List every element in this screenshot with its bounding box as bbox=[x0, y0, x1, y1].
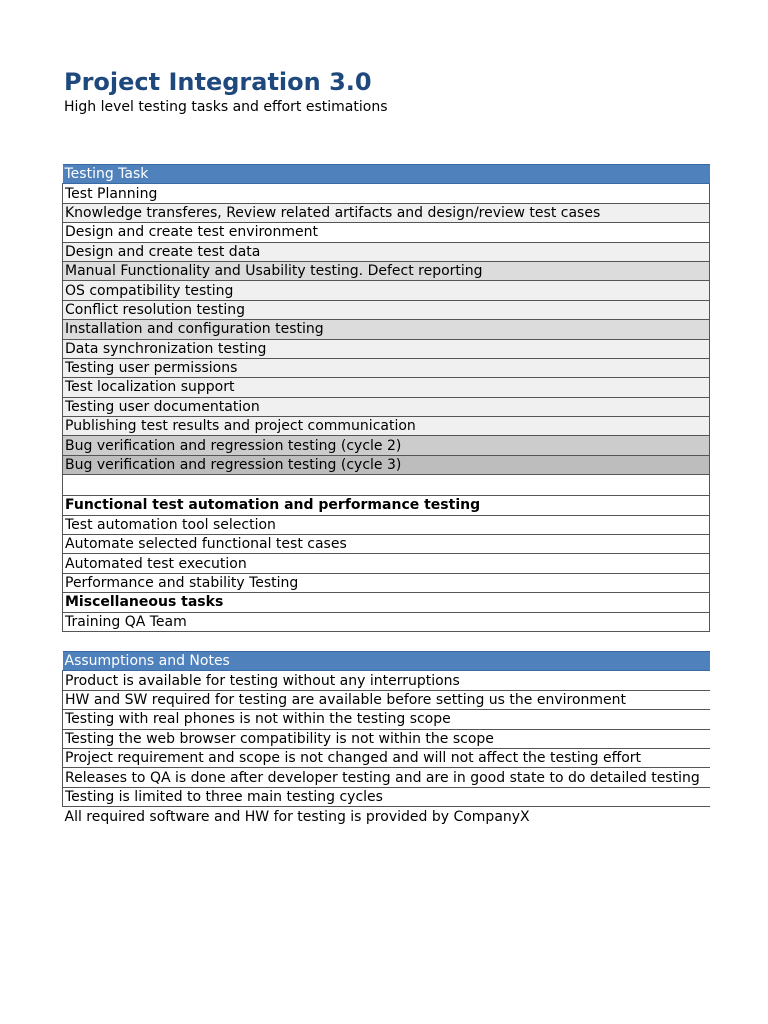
task-cell: Automate selected functional test cases bbox=[63, 535, 710, 554]
task-cell: Publishing test results and project communication bbox=[63, 417, 710, 436]
task-cell: Testing user documentation bbox=[63, 397, 710, 416]
note-cell: Project requirement and scope is not changed and will not affect the testing effort bbox=[63, 748, 711, 767]
blank-row bbox=[63, 475, 710, 496]
note-cell: Product is available for testing without any interruptions bbox=[63, 671, 711, 690]
page-subtitle: High level testing tasks and effort estimations bbox=[64, 99, 388, 115]
task-cell: OS compatibility testing bbox=[63, 281, 710, 300]
task-cell: Design and create test environment bbox=[63, 223, 710, 242]
automation-section-header: Functional test automation and performance testing bbox=[63, 496, 710, 515]
note-cell: All required software and HW for testing is provided by CompanyX bbox=[64, 808, 530, 825]
task-cell: Bug verification and regression testing (cycle 3) bbox=[63, 455, 710, 474]
task-cell: Testing user permissions bbox=[63, 358, 710, 377]
task-cell: Installation and configuration testing bbox=[63, 320, 710, 339]
task-cell: Bug verification and regression testing (cycle 2) bbox=[63, 436, 710, 455]
note-cell: HW and SW required for testing are available before setting us the environment bbox=[63, 690, 711, 709]
note-cell: Testing is limited to three main testing cycles bbox=[63, 787, 711, 806]
note-cell: Testing the web browser compatibility is not within the scope bbox=[63, 729, 711, 748]
task-cell: Conflict resolution testing bbox=[63, 300, 710, 319]
task-cell: Test localization support bbox=[63, 378, 710, 397]
note-cell: Releases to QA is done after developer testing and are in good state to do detailed testing bbox=[63, 768, 711, 787]
testing-task-header: Testing Task bbox=[63, 165, 710, 184]
task-cell: Design and create test data bbox=[63, 242, 710, 261]
misc-section-header: Miscellaneous tasks bbox=[63, 593, 710, 612]
task-cell: Data synchronization testing bbox=[63, 339, 710, 358]
note-cell: Testing with real phones is not within the testing scope bbox=[63, 710, 711, 729]
assumptions-notes-table bbox=[62, 651, 710, 826]
page-title: Project Integration 3.0 bbox=[64, 68, 372, 96]
task-cell: Automated test execution bbox=[63, 554, 710, 573]
task-cell: Test automation tool selection bbox=[63, 515, 710, 534]
testing-tasks-table bbox=[62, 164, 710, 632]
task-cell: Test Planning bbox=[63, 184, 710, 203]
assumptions-header: Assumptions and Notes bbox=[63, 652, 711, 671]
task-cell: Manual Functionality and Usability testing. Defect reporting bbox=[63, 261, 710, 280]
task-cell: Performance and stability Testing bbox=[63, 573, 710, 592]
task-cell: Training QA Team bbox=[63, 612, 710, 631]
task-cell: Knowledge transferes, Review related artifacts and design/review test cases bbox=[63, 203, 710, 222]
